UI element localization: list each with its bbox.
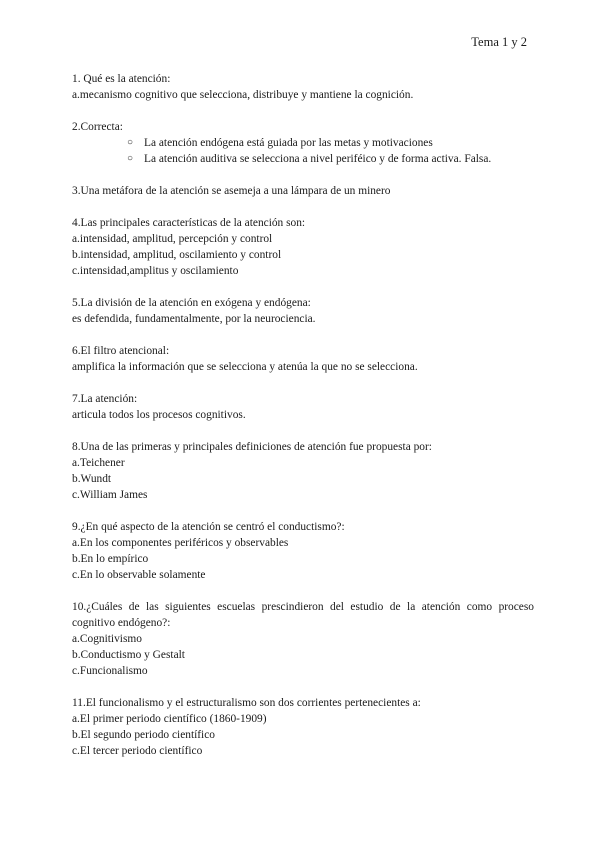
question-11-option-b: b.El segundo periodo científico <box>72 729 215 741</box>
circle-bullet-icon: ○ <box>127 153 134 164</box>
question-10-option-c: c.Funcionalismo <box>72 665 148 677</box>
question-4-prompt: 4.Las principales características de la atención son: <box>72 217 306 229</box>
question-4-option-a: a.intensidad, amplitud, percepción y control <box>72 233 273 245</box>
question-6 <box>72 343 534 375</box>
question-10-option-a: a.Cognitivismo <box>72 633 142 645</box>
question-2 <box>72 119 534 167</box>
question-2-bullet-item <box>72 135 534 151</box>
question-3-prompt: 3.Una metáfora de la atención se asemeja a una lámpara de un minero <box>72 185 391 197</box>
question-4 <box>72 215 534 279</box>
question-list <box>72 71 534 775</box>
question-6-prompt: 6.El filtro atencional: <box>72 345 170 357</box>
question-8-option-c: c.William James <box>72 489 148 501</box>
question-2-bullet-text: La atención endógena está guiada por las metas y motivaciones <box>144 137 433 149</box>
question-1-answer-a: a.mecanismo cognitivo que selecciona, distribuye y mantiene la cognición. <box>72 89 414 101</box>
question-10-prompt: 10.¿Cuáles de las siguientes escuelas prescindieron del estudio de la atención como proceso cognitivo endógeno?: <box>72 601 534 629</box>
question-2-prompt: 2.Correcta: <box>72 121 123 133</box>
question-11-option-a: a.El primer periodo científico (1860-1909) <box>72 713 267 725</box>
question-8-prompt: 8.Una de las primeras y principales definiciones de atención fue propuesta por: <box>72 441 432 453</box>
question-9-option-b: b.En lo empírico <box>72 553 149 565</box>
question-9 <box>72 519 534 583</box>
question-11 <box>72 695 534 759</box>
question-6-answer: amplifica la información que se selecciona y atenúa la que no se selecciona. <box>72 361 418 373</box>
page-header-title: Tema 1 y 2 <box>471 35 527 49</box>
question-8-option-a: a.Teichener <box>72 457 125 469</box>
question-8 <box>72 439 534 503</box>
circle-bullet-icon: ○ <box>127 137 134 148</box>
question-8-option-b: b.Wundt <box>72 473 112 485</box>
question-7-prompt: 7.La atención: <box>72 393 138 405</box>
question-9-prompt: 9.¿En qué aspecto de la atención se centró el conductismo?: <box>72 521 345 533</box>
question-5-answer: es defendida, fundamentalmente, por la neurociencia. <box>72 313 316 325</box>
question-2-bullet-item <box>72 151 534 167</box>
question-2-bullet-text: La atención auditiva se selecciona a nivel periféico y de forma activa. Falsa. <box>144 153 492 165</box>
question-4-option-b: b.intensidad, amplitud, oscilamiento y control <box>72 249 282 261</box>
question-1 <box>72 71 534 103</box>
question-7 <box>72 391 534 423</box>
question-9-option-c: c.En lo observable solamente <box>72 569 206 581</box>
question-1-prompt: 1. Qué es la atención: <box>72 73 171 85</box>
question-4-option-c: c.intensidad,amplitus y oscilamiento <box>72 265 239 277</box>
question-11-prompt: 11.El funcionalismo y el estructuralismo son dos corrientes pertenecientes a: <box>72 697 421 709</box>
question-5 <box>72 295 534 327</box>
question-10 <box>72 599 534 679</box>
question-2-bullet-list <box>72 135 534 167</box>
question-9-option-a: a.En los componentes periféricos y observables <box>72 537 289 549</box>
question-3 <box>72 183 534 199</box>
question-10-option-b: b.Conductismo y Gestalt <box>72 649 185 661</box>
question-5-prompt: 5.La división de la atención en exógena y endógena: <box>72 297 311 309</box>
question-11-option-c: c.El tercer periodo científico <box>72 745 203 757</box>
question-7-answer: articula todos los procesos cognitivos. <box>72 409 246 421</box>
